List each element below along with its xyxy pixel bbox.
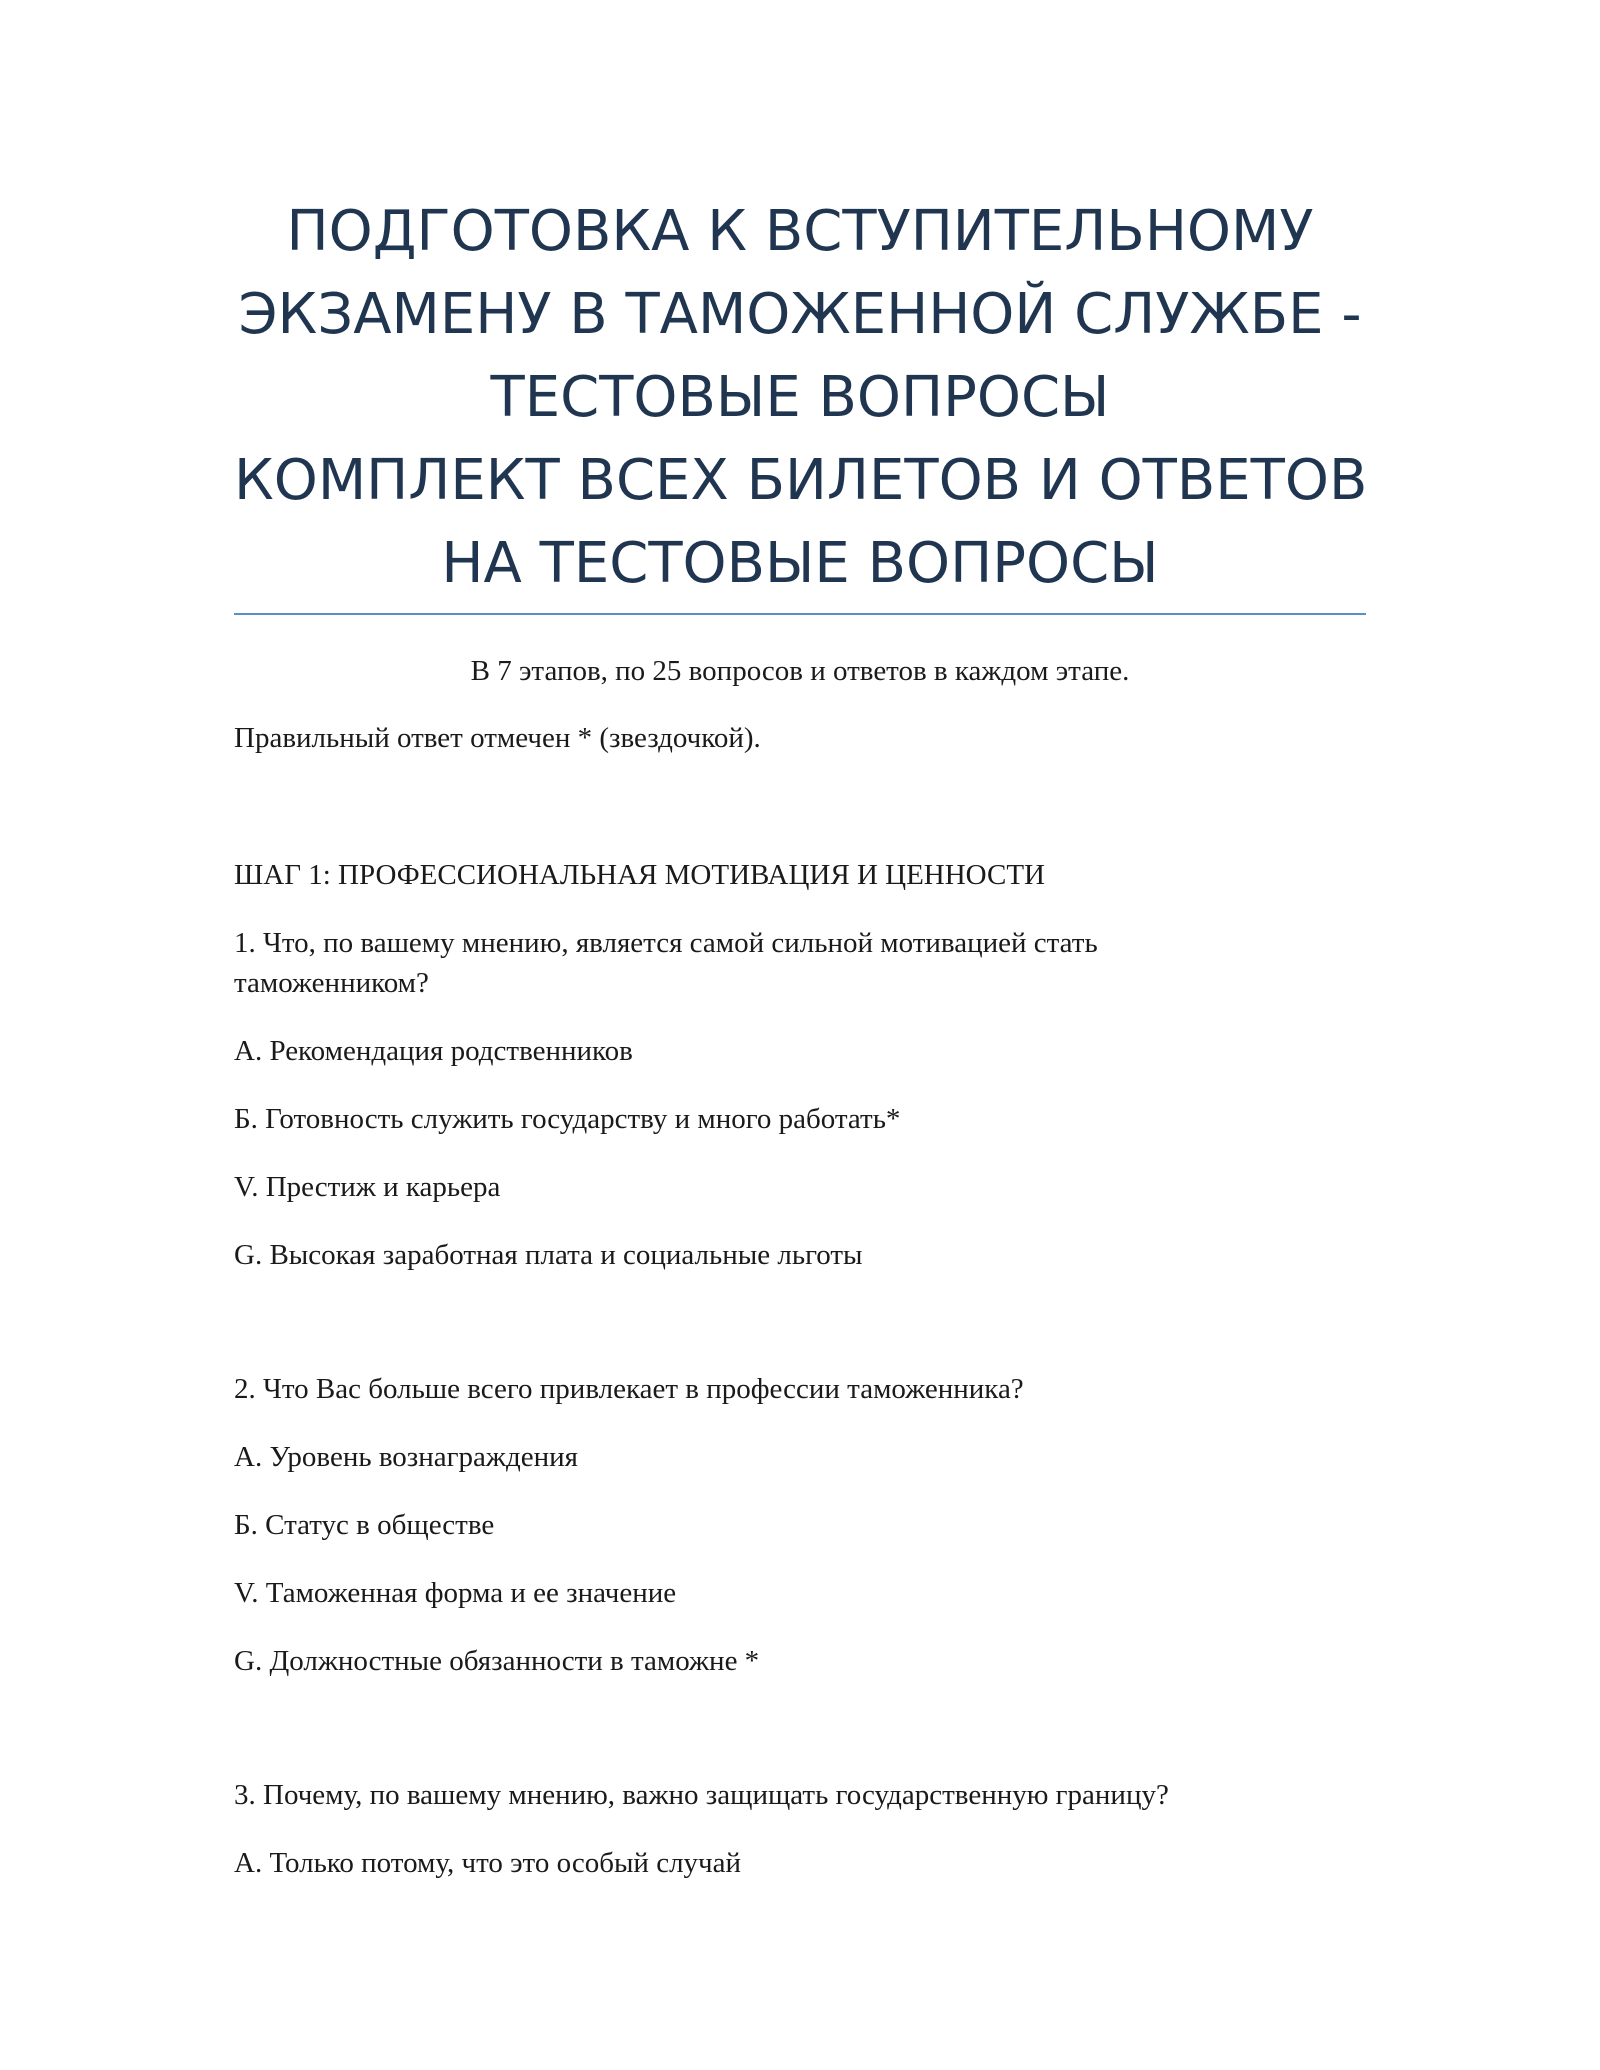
spacer [234, 1303, 1366, 1369]
answer-option: A. Уровень вознаграждения [234, 1441, 578, 1473]
answer-option: A. Рекомендация родственников [234, 1035, 633, 1067]
questions-section [234, 855, 1366, 1911]
answer-option: V. Престиж и карьера [234, 1171, 501, 1203]
question-block [234, 1369, 1366, 1681]
question-block [234, 923, 1366, 1275]
answer-option: Б. Статус в обществе [234, 1509, 495, 1541]
answer-note: Правильный ответ отмечен * (звездочкой). [234, 722, 761, 754]
answer-option: G. Должностные обязанности в таможне * [234, 1645, 760, 1677]
question-text: 3. Почему, по вашему мнению, важно защищать государственную границу? [234, 1779, 1169, 1811]
title-line: КОМПЛЕКТ ВСЕХ БИЛЕТОВ И ОТВЕТОВ [234, 448, 1368, 513]
question-block [234, 1775, 1366, 1883]
answer-option: A. Только потому, что это особый случай [234, 1847, 742, 1879]
title-line: ТЕСТОВЫЕ ВОПРОСЫ [490, 365, 1110, 430]
intro-text: В 7 этапов, по 25 вопросов и ответов в каждом этапе. [470, 655, 1130, 687]
question-text [234, 923, 1366, 1003]
title-divider [234, 613, 1366, 615]
question-text: 2. Что Вас больше всего привлекает в профессии таможенника? [234, 1373, 1024, 1405]
title-line: ЭКЗАМЕНУ В ТАМОЖЕННОЙ СЛУЖБЕ - [238, 282, 1362, 347]
spacer [234, 1709, 1366, 1775]
answer-option: V. Таможенная форма и ее значение [234, 1577, 677, 1609]
document-title [234, 190, 1366, 605]
question-line: 1. Что, по вашему мнению, является самой сильной мотивацией стать [234, 927, 1098, 959]
title-line: НА ТЕСТОВЫЕ ВОПРОСЫ [441, 531, 1159, 596]
question-line: таможенником? [234, 967, 429, 999]
title-line: ПОДГОТОВКА К ВСТУПИТЕЛЬНОМУ [286, 199, 1314, 264]
section-heading: ШАГ 1: ПРОФЕССИОНАЛЬНАЯ МОТИВАЦИЯ И ЦЕННОСТИ [234, 859, 1045, 891]
answer-option: Б. Готовность служить государству и много работать* [234, 1103, 901, 1135]
answer-option: G. Высокая заработная плата и социальные льготы [234, 1239, 863, 1271]
